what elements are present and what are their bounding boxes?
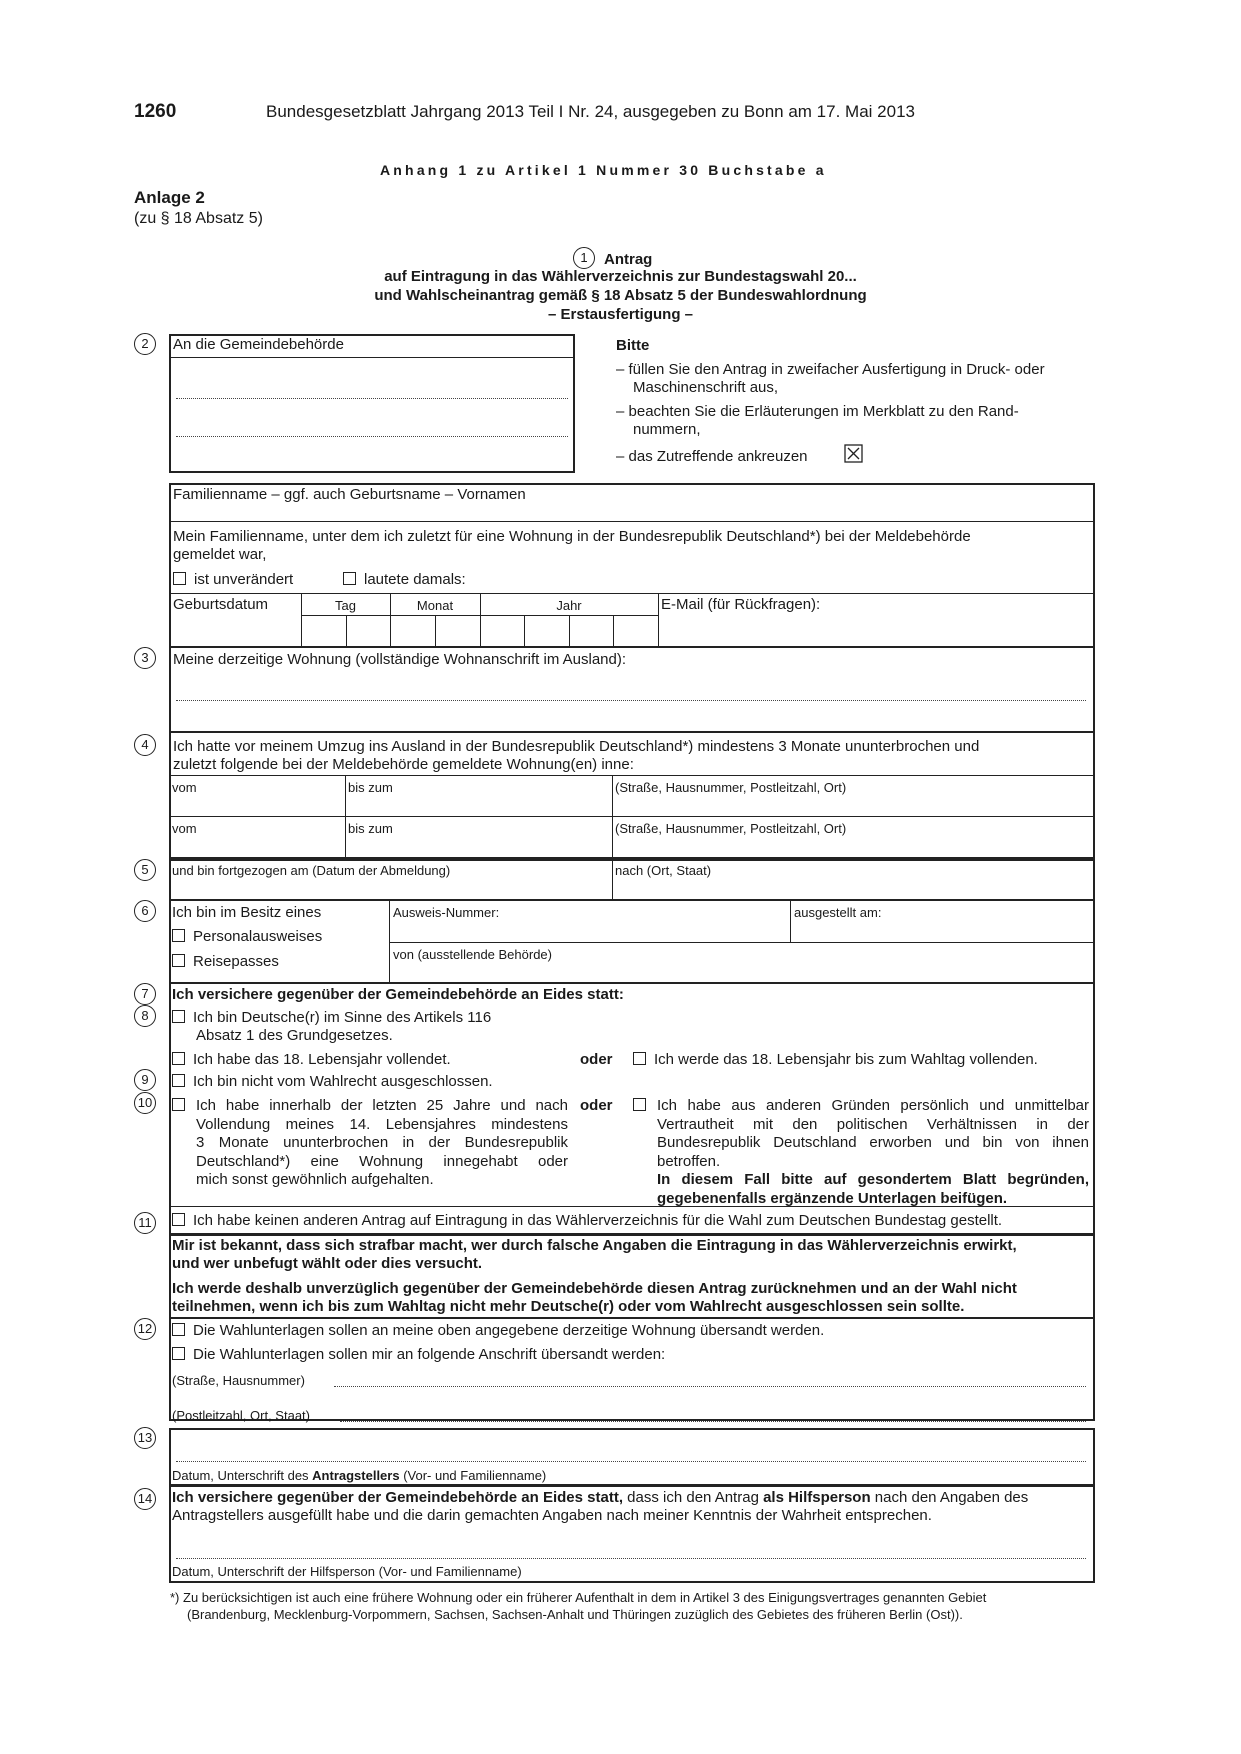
checkbox-passport[interactable] [172,953,279,970]
from-label-1: vom [172,780,197,795]
lived-line-3: 3 Monate ununterbrochen in der Bundesrepublik [196,1134,568,1151]
warning-2: Ich werde deshalb unverzüglich gegenüber der Gemeindebehörde diesen Antrag zurücknehmen und an der Wahl nicht [172,1280,1017,1297]
delivery-option-2: Die Wahlunterlagen sollen mir an folgende Anschrift übersandt werden: [193,1346,666,1363]
month-label: Monat [416,598,454,613]
helper-mid: dass ich den Antrag [622,1489,764,1506]
bitte-item-1b: Maschinenschrift aus, [633,379,779,396]
signature-caption [172,1468,546,1483]
marker-4: 4 [134,734,156,756]
helper-bold-2: als Hilfsperson [763,1489,871,1506]
familiar-line-4: betroffen. [657,1152,721,1170]
address-box[interactable] [169,334,575,473]
familiar-bold-1: In diesem Fall bitte auf gesondertem Blatt begründen, [657,1171,1089,1188]
publication-header: Bundesgesetzblatt Jahrgang 2013 Teil I Nr. 24, ausgegeben zu Bonn am 17. Mai 2013 [266,102,915,121]
bitte-item-2: – beachten Sie die Erläuterungen im Merkblatt zu den Rand- [616,403,1019,420]
title-line4: – Erstausfertigung – [547,306,694,323]
marker-8: 8 [134,1005,156,1027]
lived-line-2: Vollendung meines 14. Lebensjahres mindestens [196,1115,568,1133]
lived-line-1: Ich habe innerhalb der letzten 25 Jahre und nach [196,1097,568,1114]
declaration-heading: Ich versichere gegenüber der Gemeindebehörde an Eides statt: [172,986,624,1003]
email-label: E-Mail (für Rückfragen): [661,596,821,613]
checkbox-german[interactable] [172,1009,491,1026]
year-label: Jahr [556,598,582,613]
birthdate-field[interactable] [301,616,658,647]
checkbox-delivery-current[interactable] [172,1322,824,1339]
street-field[interactable] [334,1386,1086,1387]
id-issued-label: ausgestellt am: [794,905,882,920]
current-residence-label: Meine derzeitige Wohnung (vollständige Wohnanschrift im Ausland): [173,651,627,668]
until-label-1: bis zum [348,780,393,795]
checkbox-delivery-other[interactable] [172,1346,665,1363]
city-field[interactable] [340,1421,1086,1422]
familiar-line-1: Ich habe aus anderen Gründen persönlich und unmittelbar [657,1097,1089,1114]
checkbox-id-card[interactable] [172,928,322,945]
oder-1: oder [580,1051,613,1068]
departure-dest-label: nach (Ort, Staat) [615,863,712,878]
id-doc-label: Ich bin im Besitz eines [172,904,322,921]
previous-residence-text: Ich hatte vor meinem Umzug ins Ausland in der Bundesrepublik Deutschland*) mindestens 3 Monate ununterbrochen und [173,738,980,755]
helper-rest: nach den Angaben des [870,1489,1029,1506]
checkbox-familiar[interactable] [633,1097,654,1114]
address-label: An die Gemeindebehörde [173,336,344,353]
title-line1: Antrag [604,251,653,268]
bitte-heading: Bitte [616,337,650,354]
passport-label: Reisepasses [193,953,279,970]
checkbox-unchanged[interactable] [173,571,293,588]
marker-3: 3 [134,647,156,669]
previous-residence-text-2: zuletzt folgende bei der Meldebehörde gemeldete Wohnung(en) inne: [173,756,634,773]
helper-signature-caption: Datum, Unterschrift der Hilfsperson (Vor- und Familienname) [172,1564,522,1579]
until-label-2: bis zum [348,821,393,836]
bitte-item-2b: nummern, [633,421,701,438]
signature-prefix: Datum, Unterschrift des [172,1468,313,1483]
warning-2b: teilnehmen, wenn ich bis zum Wahltag nicht mehr Deutsche(r) oder vom Wahlrecht ausgeschlossen sein sollte. [172,1298,965,1315]
german-label: Ich bin Deutsche(r) im Sinne des Artikels 116 [193,1009,492,1026]
title-line2: auf Eintragung in das Wählerverzeichnis zur Bundestagswahl 20... [384,268,857,285]
warning-1: Mir ist bekannt, dass sich strafbar macht, wer durch falsche Angaben die Eintragung in das Wählerverzeichnis erwirkt, [172,1237,1017,1254]
marker-7: 7 [134,983,156,1005]
marker-12: 12 [134,1318,156,1340]
id-authority-label: von (ausstellende Behörde) [393,947,552,962]
from-label-2: vom [172,821,197,836]
departure-date-label: und bin fortgezogen am (Datum der Abmeldung) [172,863,451,878]
checkbox-was-then[interactable] [343,571,466,588]
previous-name-text-2: gemeldet war, [173,546,267,563]
checkbox-no-other[interactable] [172,1212,1002,1229]
familiar-line-2: Vertrautheit mit den politischen Verhältnissen in der [657,1115,1089,1133]
title-line3: und Wahlscheinantrag gemäß § 18 Absatz 5 der Bundeswahlordnung [374,287,867,304]
signature-bold: Antragstellers [312,1468,400,1483]
familiar-bold-2: gegebenenfalls ergänzende Unterlagen beifügen. [657,1189,1008,1207]
name-label: Familienname – ggf. auch Geburtsname – Vornamen [173,486,526,503]
crossed-box-icon [844,444,863,463]
marker-2: 2 [134,333,156,355]
checkbox-age18-alt[interactable] [633,1051,1038,1068]
no-other-label: Ich habe keinen anderen Antrag auf Eintragung in das Wählerverzeichnis für die Wahl zum Deutschen Bundestag gestellt. [193,1212,1003,1229]
lived-text [196,1097,568,1190]
marker-10: 10 [134,1092,156,1114]
helper-bold-1: Ich versichere gegenüber der Gemeindebehörde an Eides statt, [172,1489,623,1506]
familiar-text [657,1097,1089,1208]
current-residence-field[interactable] [176,700,1086,701]
age18-label: Ich habe das 18. Lebensjahr vollendet. [193,1051,451,1068]
helper-signature-field[interactable] [176,1558,1086,1559]
marker-14: 14 [134,1488,156,1510]
id-number-label: Ausweis-Nummer: [393,905,500,920]
oder-2: oder [580,1097,613,1114]
anlage-ref: (zu § 18 Absatz 5) [134,210,263,227]
footnote-2: (Brandenburg, Mecklenburg-Vorpommern, Sachsen, Sachsen-Anhalt und Thüringen zuzüglich des Gebietes des früheren Berlin (Ost)). [187,1607,963,1622]
checkbox-lived[interactable] [172,1097,193,1114]
lived-line-5: mich sonst gewöhnlich aufgehalten. [196,1171,434,1188]
helper-text-2: Antragstellers ausgefüllt habe und die darin gemachten Angaben nach meiner Kenntnis der Wahrheit entsprechen. [172,1507,932,1524]
signature-suffix: (Vor- und Familienname) [399,1468,547,1483]
city-label: (Postleitzahl, Ort, Staat) [172,1408,310,1423]
familiar-line-3: Bundesrepublik Deutschland erworben und bin von ihnen [657,1134,1089,1151]
checkbox-unchanged-label: ist unverändert [194,571,294,588]
page-number: 1260 [134,101,177,122]
id-card-label: Personalausweises [193,928,323,945]
delivery-option-1: Die Wahlunterlagen sollen an meine oben angegebene derzeitige Wohnung übersandt werden. [193,1322,825,1339]
day-label: Tag [335,598,356,613]
signature-field[interactable] [176,1461,1086,1462]
lived-line-4: Deutschland*) eine Wohnung innegehabt oder [196,1152,568,1170]
address-label-2: (Straße, Hausnummer, Postleitzahl, Ort) [615,821,847,836]
footnote-1: *) Zu berücksichtigen ist auch eine frühere Wohnung oder ein früherer Aufenthalt in dem in Artikel 3 des Einigungsvertrages genannten Gebiet [170,1590,987,1605]
german-label-2: Absatz 1 des Grundgesetzes. [196,1027,393,1044]
annex-title: Anhang 1 zu Artikel 1 Nummer 30 Buchstabe a [380,162,827,178]
previous-name-text: Mein Familienname, unter dem ich zuletzt für eine Wohnung in der Bundesrepublik Deutschland*) bei der Meldebehörde [173,528,971,545]
email-field[interactable] [660,615,1093,647]
marker-5: 5 [134,859,156,881]
birth-label: Geburtsdatum [173,596,269,613]
checkbox-was-then-label: lautete damals: [364,571,466,588]
marker-13: 13 [134,1427,156,1449]
address-label-1: (Straße, Hausnummer, Postleitzahl, Ort) [615,780,847,795]
not-excluded-label: Ich bin nicht vom Wahlrecht ausgeschlossen. [193,1073,493,1090]
age18-alt-label: Ich werde das 18. Lebensjahr bis zum Wahltag vollenden. [654,1051,1038,1068]
name-field[interactable] [169,521,1095,522]
marker-9: 9 [134,1069,156,1091]
street-label: (Straße, Hausnummer) [172,1373,305,1388]
marker-11: 11 [134,1212,156,1234]
checkbox-age18[interactable] [172,1051,451,1068]
marker-6: 6 [134,900,156,922]
warning-1b: und wer unbefugt wählt oder dies versucht. [172,1255,483,1272]
marker-1: 1 [573,247,595,269]
helper-text-1 [172,1489,1028,1506]
bitte-item-1: – füllen Sie den Antrag in zweifacher Ausfertigung in Druck- oder [616,361,1045,378]
bitte-item-3: – das Zutreffende ankreuzen [616,448,808,465]
checkbox-not-excluded[interactable] [172,1073,493,1090]
anlage-title: Anlage 2 [134,188,205,207]
